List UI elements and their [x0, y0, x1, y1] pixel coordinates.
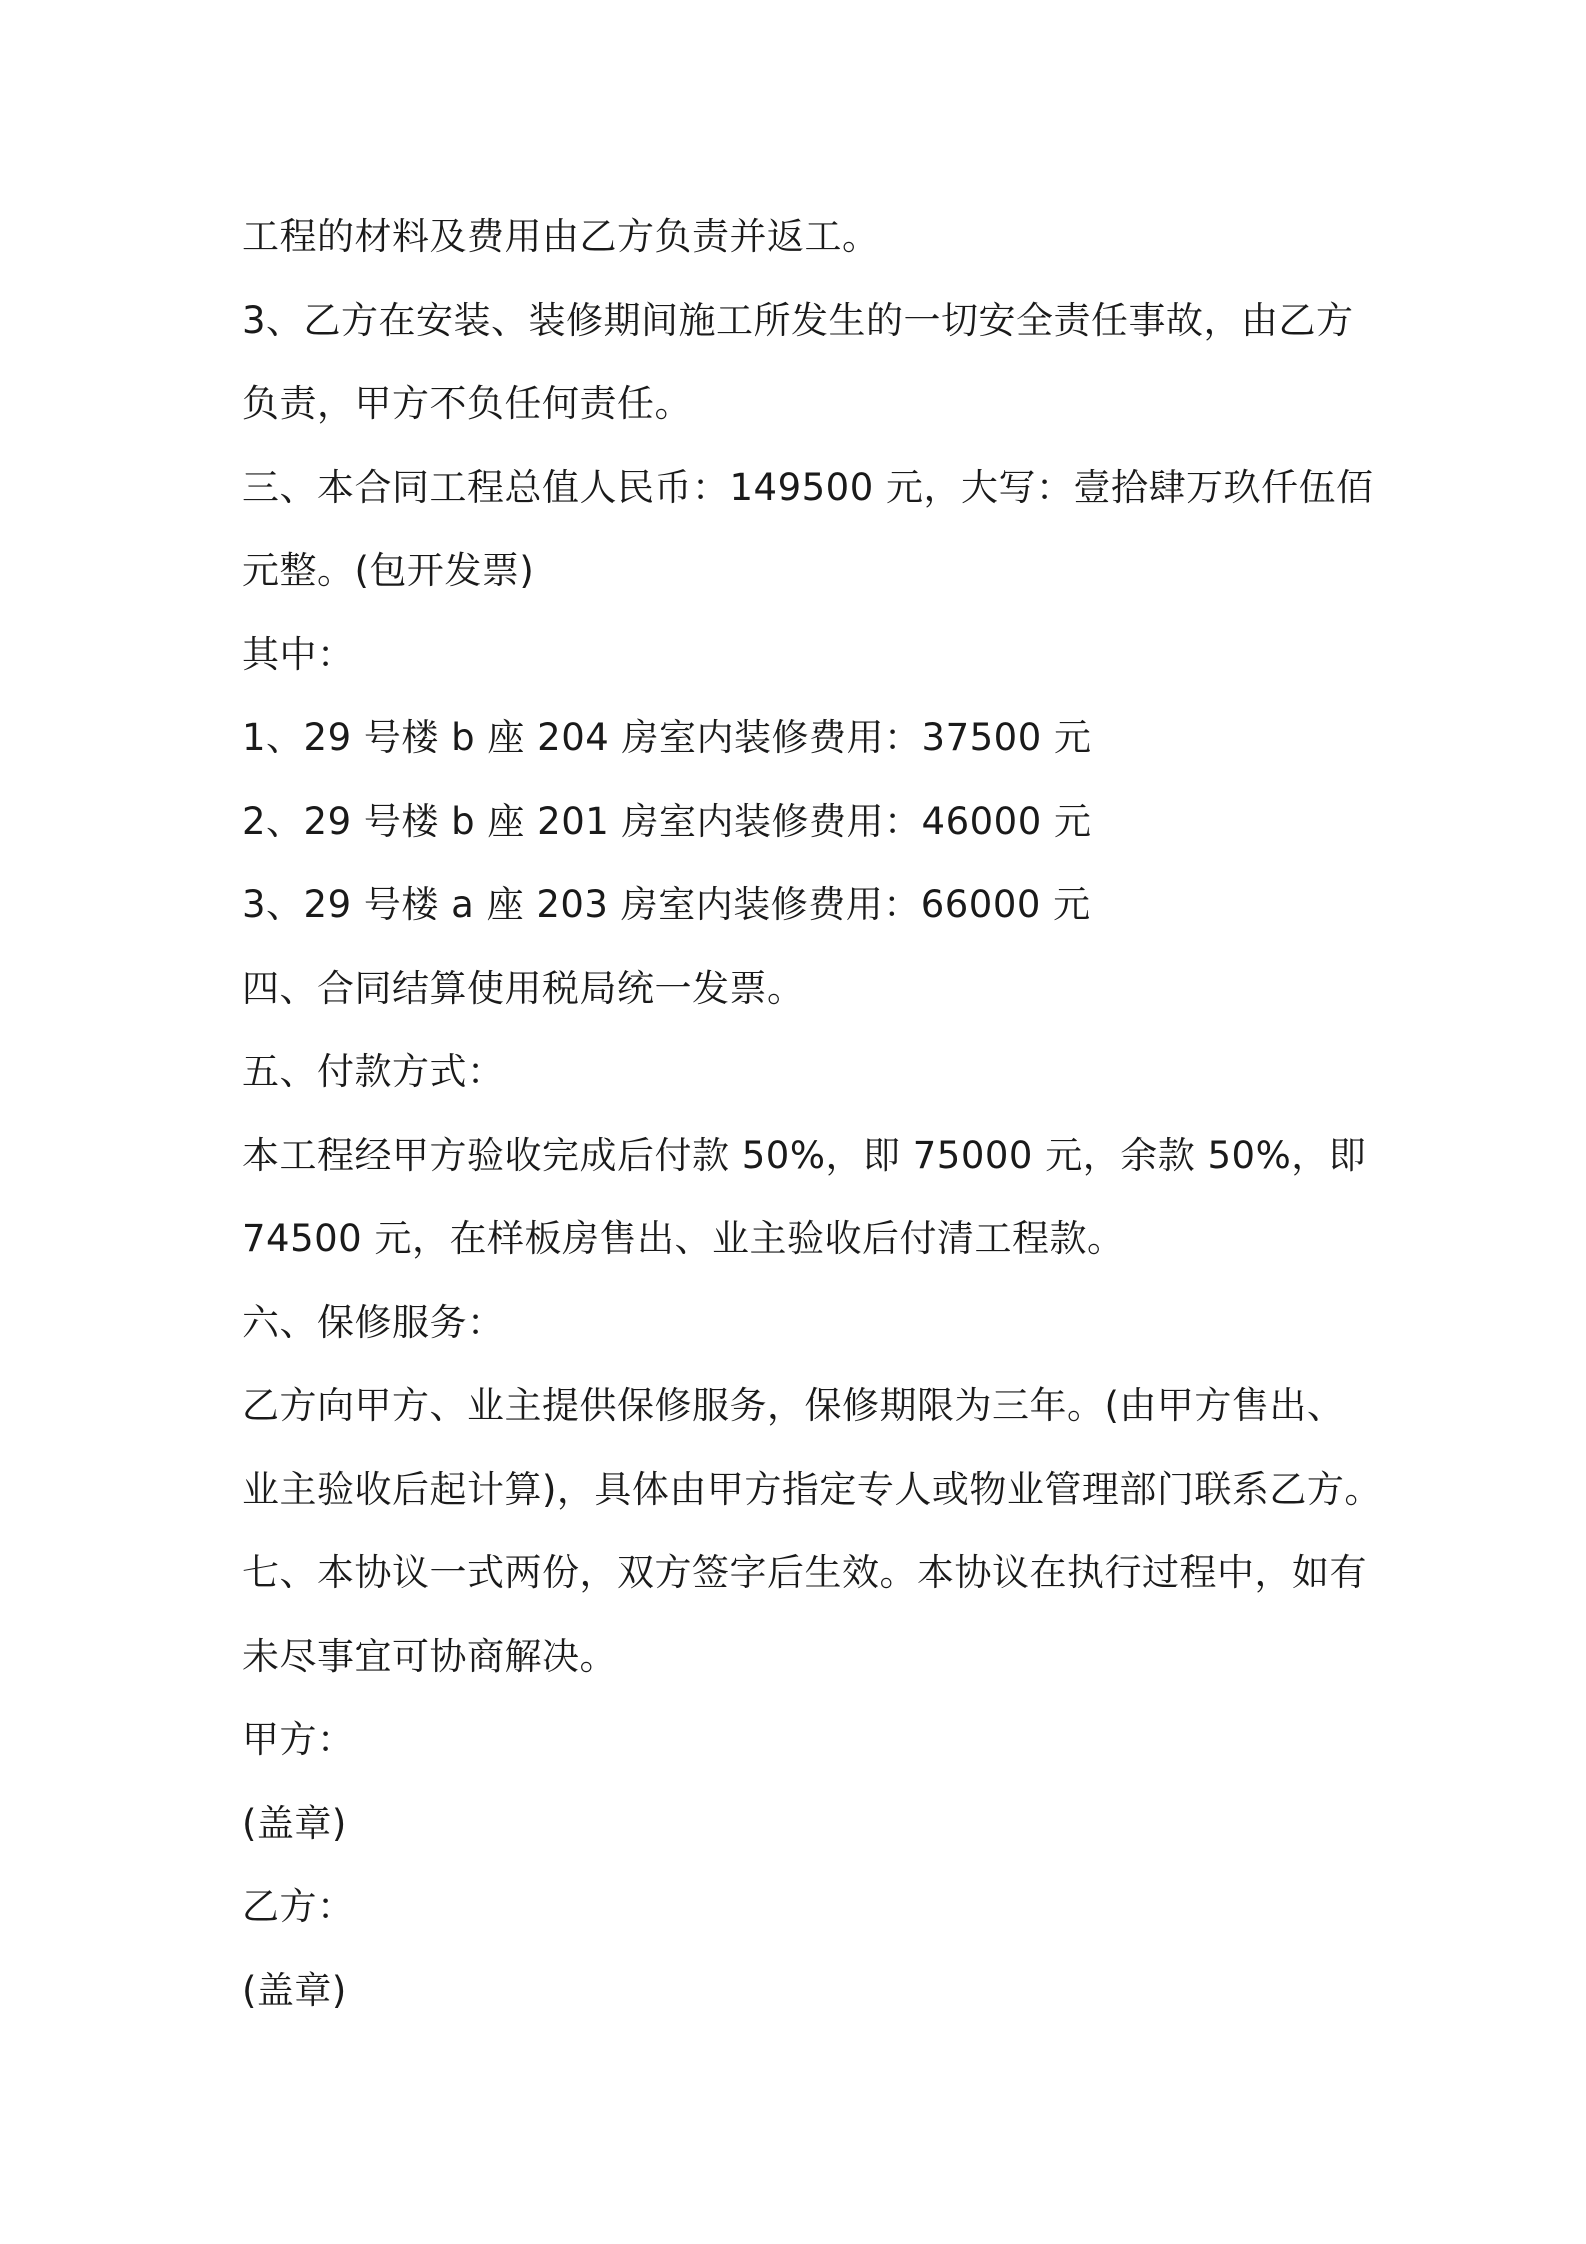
text-line: 乙方： [242, 1885, 355, 1928]
text-line: 负责，甲方不负任何责任。 [242, 382, 692, 425]
text-line: 四、合同结算使用税局统一发票。 [242, 966, 805, 1010]
document-body [242, 195, 1382, 2032]
text-line: 业主验收后起计算)，具体由甲方指定专人或物业管理部门联系乙方。 [242, 1467, 1382, 1511]
text-line: 未尽事宜可协商解决。 [242, 1634, 617, 1678]
text-line: (盖章) [242, 1968, 347, 2012]
text-line: 74500 元，在样板房售出、业主验收后付清工程款。 [242, 1217, 1125, 1260]
text-line: 2、29 号楼 b 座 201 房室内装修费用：46000 元 [242, 799, 1092, 843]
text-line: 六、保修服务： [242, 1300, 505, 1344]
text-line: 本工程经甲方验收完成后付款 50%，即 75000 元，余款 50%，即 [242, 1133, 1367, 1177]
text-line: 其中： [242, 632, 355, 676]
text-line: 1、29 号楼 b 座 204 房室内装修费用：37500 元 [242, 716, 1092, 759]
text-line: 乙方向甲方、业主提供保修服务，保修期限为三年。(由甲方售出、 [242, 1384, 1345, 1427]
text-line: 三、本合同工程总值人民币：149500 元，大写：壹拾肆万玖仟伍佰 [242, 465, 1374, 509]
text-line: 五、付款方式： [242, 1050, 505, 1093]
text-line: 甲方： [242, 1718, 355, 1761]
text-line: 3、乙方在安装、装修期间施工所发生的一切安全责任事故，由乙方 [242, 298, 1354, 342]
text-line: 七、本协议一式两份，双方签字后生效。本协议在执行过程中，如有 [242, 1551, 1367, 1594]
text-line: 工程的材料及费用由乙方负责并返工。 [242, 215, 880, 258]
text-line: 元整。(包开发票) [242, 549, 535, 592]
text-line: 3、29 号楼 a 座 203 房室内装修费用：66000 元 [242, 883, 1091, 926]
text-line: (盖章) [242, 1801, 347, 1845]
